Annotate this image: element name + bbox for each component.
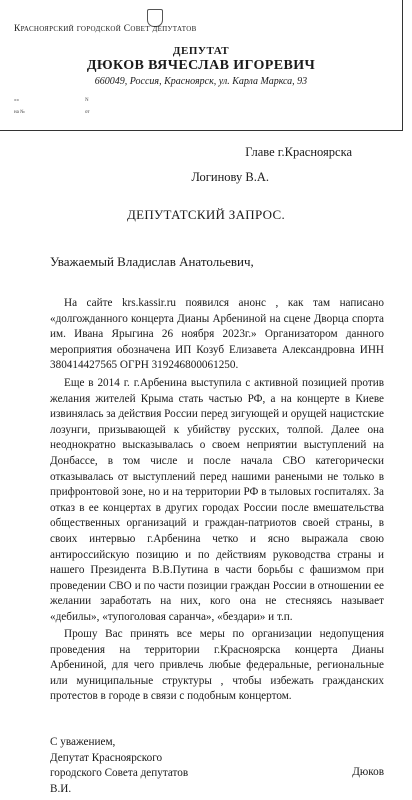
signature-line1: Депутат Красноярского bbox=[50, 751, 163, 764]
signature-block bbox=[50, 735, 384, 797]
paragraph-background: Еще в 2014 г. г.Арбенина выступила с активной позицией против желания жителей Крыма стать частью РФ, а на концерте в Киеве извинялась за действия России перед зигующей и орущей нацистские лозунги, призывающей к убийству русских, толпой. Далее она неоднократно высказывалась о своем неприятии выступлений на Донбассе, в том числе и после начала СВО категорически отказывалась от выступлений перед нашими ранеными не только в прифронтовой зоне, но и на территории РФ в тыловых госпиталях. За отказ в ее концертах в других городах России после вмешательства общественных организаций и граждан-патриотов своей страны, в своих интервью г.Арбенина четко и ясно выражала свою антироссийскую позицию и по действиям руководства страны и нашего Президента В.В.Путина в части борьбы с фашизмом при проведении СВО и по части позиции граждан России в отношении ее желании заработать на них, кого она не стесняясь называет «дебилы», «тупоголовая саранча», «бездари» и т.п. bbox=[50, 377, 384, 623]
signature-line2: городского Совета депутатов bbox=[50, 767, 189, 780]
addressee-name: Логинову В.А. bbox=[191, 170, 269, 184]
letterhead bbox=[0, 0, 403, 131]
number-mark: N bbox=[85, 98, 89, 103]
reply-to-mark: на № bbox=[14, 110, 25, 115]
deputat-address: 660049, Россия, Красноярск, ул. Карла Маркса, 93 bbox=[94, 76, 308, 87]
document-heading: ДЕПУТАТСКИЙ ЗАПРОС. bbox=[126, 207, 286, 222]
from-mark: от bbox=[85, 110, 90, 115]
signature-initials: В.И. bbox=[50, 782, 72, 795]
greeting: Уважаемый Владислав Анатольевич, bbox=[50, 254, 254, 269]
addressee-title: Главе г.Красноярска bbox=[245, 145, 352, 159]
deputat-name: ДЮКОВ ВЯЧЕСЛАВ ИГОРЕВИЧ bbox=[86, 58, 316, 73]
date-mark: «» bbox=[14, 98, 19, 103]
signature-regards: С уважением, bbox=[50, 736, 116, 748]
signature-surname: Дюков bbox=[352, 766, 384, 778]
paragraph-request: Прошу Вас принять все меры по организации недопущения проведения на территории г.Красноярска концерта Дианы Арбениной, для чего привлечь любые федеральные, региональные или муниципальные структуры , чтобы избежать гражданских протестов в городе в связи с подобным концертом. bbox=[50, 628, 384, 703]
council-name: Красноярский городской Совет депутатов bbox=[14, 24, 197, 34]
deputat-label: ДЕПУТАТ bbox=[172, 45, 230, 57]
paragraph-announcement: На сайте krs.kassir.ru появился анонс , как там написано «долгожданного концерта Дианы Арбениной на сцене Дворца спорта им. Ивана Ярыгина 26 ноября 2023г.» Организатором данного мероприятия обозначена ИП Козуб Елизавета Александровна ИНН 380414427565 ОГРН 319246800061250. bbox=[50, 297, 384, 372]
